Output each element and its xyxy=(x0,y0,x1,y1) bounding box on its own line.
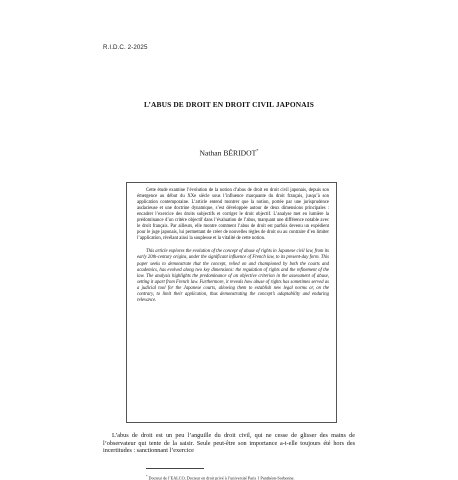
footnote-text: Docteur de l’EALCO, Docteur en droit privé à l’université Paris 1 Panthéon-Sorbonne. xyxy=(148,475,295,480)
footnote-rule xyxy=(146,468,204,469)
running-head: R.I.D.C. 2-2025 xyxy=(103,44,148,51)
footnote xyxy=(146,474,376,480)
footnote-marker: * xyxy=(146,474,148,478)
abstract-french: Cette étude examine l’évolution de la notion d’abus de droit en droit civil japonais, depuis son émergence au début du XXe siècle sous l’influence marquante du droit français, jusqu’à son application contemporaine. L’article entend montrer que la notion, portée par une jurisprudence audacieuse et une doctrine dynamique, s’est développée autour de deux dimensions principales : encadrer l’exercice des droits subjectifs et corriger le droit objectif. L’analyse met en lumière la prédominance d’un critère objectif dans l’évaluation de l’abus, marquant une différence notable avec le droit français. Par ailleurs, elle montre comment l’abus de droit est parfois devenu un expédient pour le juge japonais, lui permettant de créer de nouvelles règles de droit ou au contraire d’en limiter l’application, révélant ainsi la souplesse et la vitalité de cette notion. xyxy=(137,188,329,242)
body-text xyxy=(103,432,355,455)
author-name: Nathan BÉRIDOT xyxy=(199,148,257,158)
author-line xyxy=(0,148,458,158)
body-paragraph: L’abus de droit est un peu l’anguille du droit civil, qui ne cesse de glisser des mains de l’observateur qui tente de la saisir. Seule peut-être son importance a-t-elle toujours été hors des incertitudes : sanctionnant l’exercice xyxy=(103,432,355,454)
abstract-english: This article explores the evolution of the concept of abuse of rights in Japanese civil law, from its early 20th-century origins, under the significant influence of French law, to its present-day form. This paper seeks to demonstrate that the concept, relied on and championed by both the courts and academics, has evolved along two key dimensions: the regulation of rights and the refinement of the law. The analysis highlights the predominance of an objective criterion in the assessment of abuse, setting it apart from French law. Furthermore, it reveals how abuse of rights has sometimes served as a judicial tool for the Japanese courts, allowing them to establish new legal norms or, on the contrary, to limit their application, thus demonstrating the concept’s adaptability and enduring relevance. xyxy=(137,249,329,303)
article-title: L’ABUS DE DROIT EN DROIT CIVIL JAPONAIS xyxy=(144,100,314,109)
author-note-marker: * xyxy=(256,148,259,153)
abstract-box xyxy=(126,182,337,423)
